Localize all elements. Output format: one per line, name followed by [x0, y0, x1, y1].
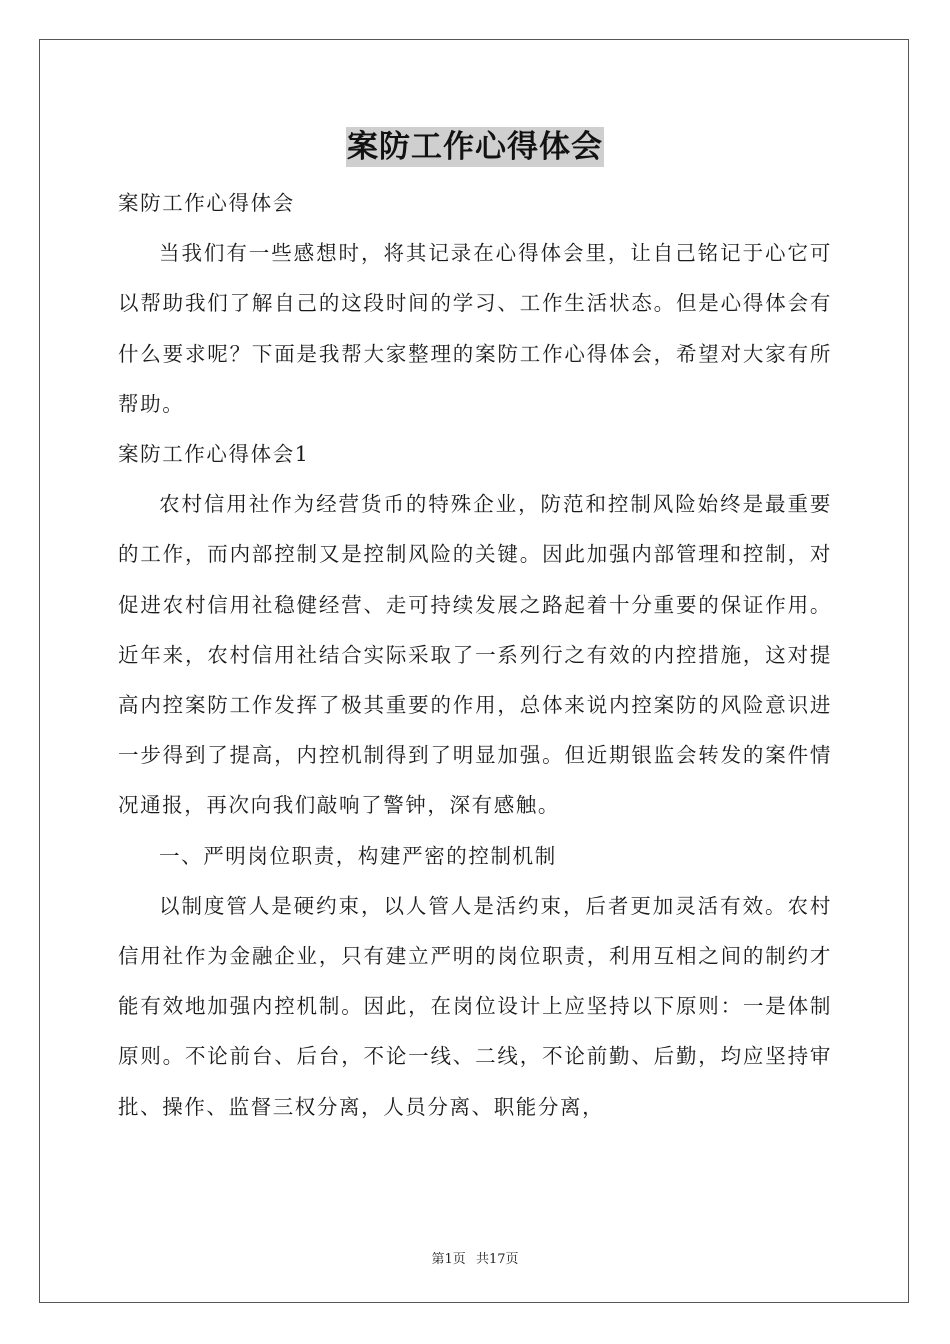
page-number: 第1页: [431, 1252, 466, 1267]
page-footer: [0, 1248, 950, 1267]
paragraph: 案防工作心得体会: [118, 191, 295, 215]
paragraph: 以制度管人是硬约束，以人管人是活约束，后者更加灵活有效。农村信用社作为金融企业，只有建立严明的岗位职责，利用互相之间的制约才能有效地加强内控机制。因此，在岗位设计上应坚持以下原则：一是体制原则。不论前台、后台，不论一线、二线，不论前勤、后勤，均应坚持审批、操作、监督三权分离，人员分离、职能分离，: [118, 893, 832, 1119]
paragraph: 当我们有一些感想时，将其记录在心得体会里，让自己铭记于心它可以帮助我们了解自己的这段时间的学习、工作生活状态。但是心得体会有什么要求呢？下面是我帮大家整理的案防工作心得体会，希望对大家有所帮助。: [118, 241, 832, 416]
document-title: 案防工作心得体会: [347, 129, 603, 165]
document-body: [118, 178, 832, 1132]
title-area: [0, 127, 950, 167]
subsection-heading: 一、严明岗位职责，构建严密的控制机制: [159, 843, 557, 868]
section-heading: 案防工作心得体会1: [118, 442, 310, 467]
paragraph: 农村信用社作为经营货币的特殊企业，防范和控制风险始终是最重要的工作，而内部控制又是控制风险的关键。因此加强内部管理和控制，对促进农村信用社稳健经营、走可持续发展之路起着十分重要的保证作用。近年来，农村信用社结合实际采取了一系列行之有效的内控措施，这对提高内控案防工作发挥了极其重要的作用，总体来说内控案防的风险意识进一步得到了提高，内控机制得到了明显加强。但近期银监会转发的案件情况通报，再次向我们敲响了警钟，深有感触。: [118, 492, 832, 818]
page-total: 共17页: [475, 1252, 519, 1267]
